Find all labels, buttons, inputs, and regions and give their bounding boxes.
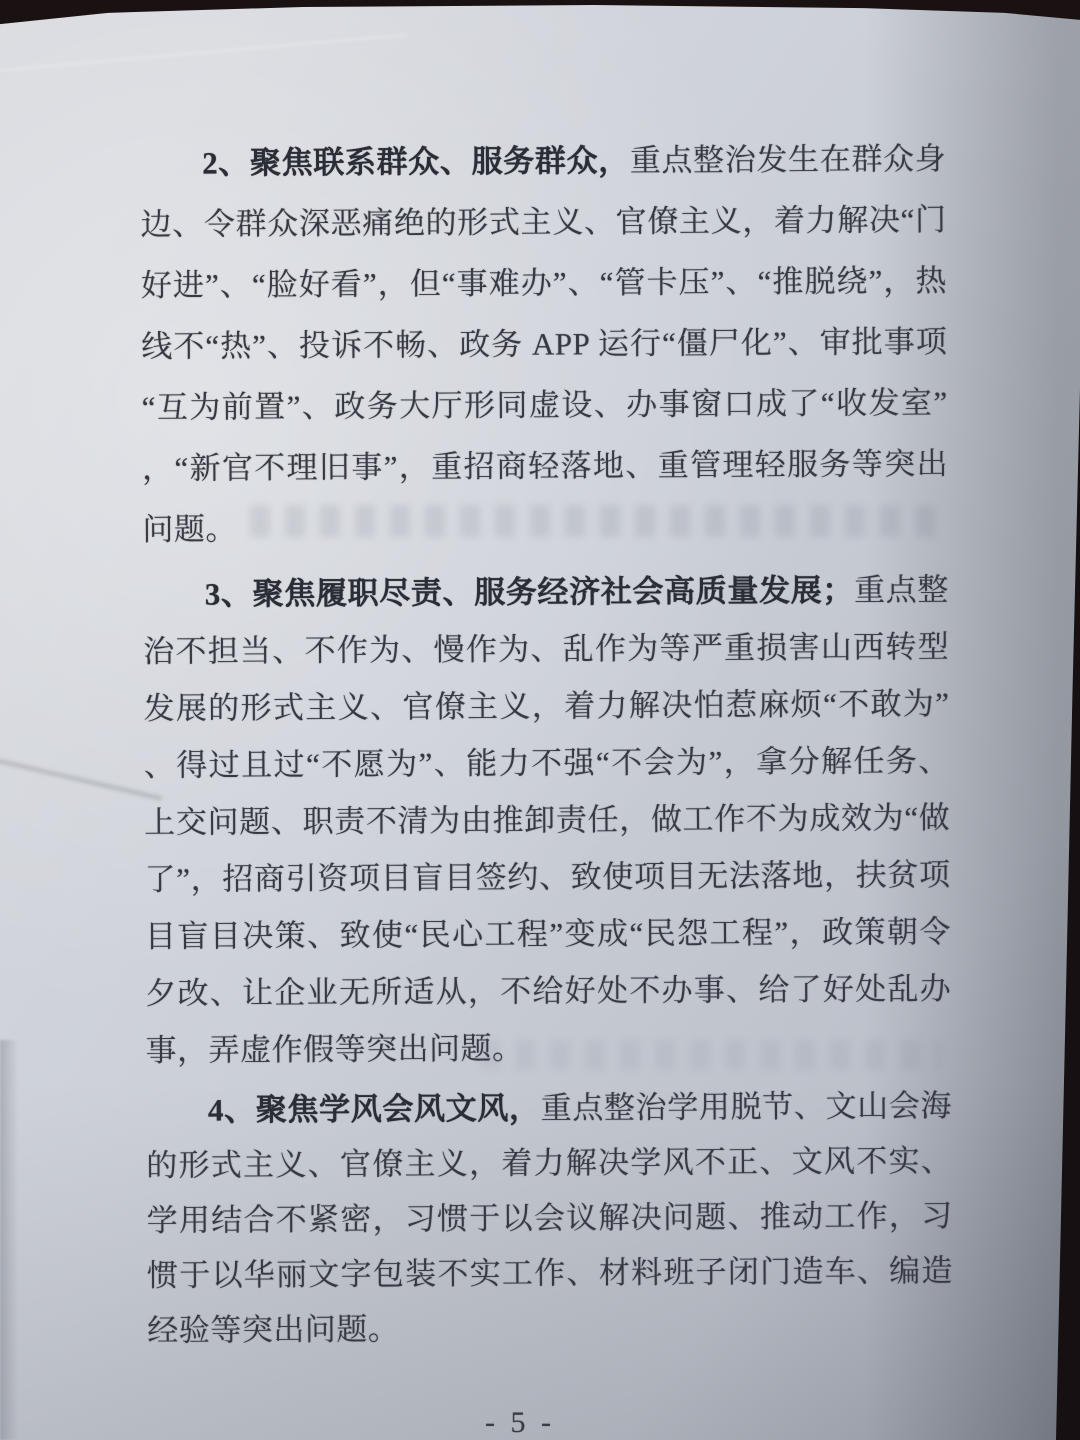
paper-crease <box>0 759 162 800</box>
paragraph-2-text: 重点整治发生在群众身边、令群众深恶痛绝的形式主义、官僚主义，着力解决“门好进”、“脸好看”，但“事难办”、“管卡压”、“推脱绕”，热线不“热”、投诉不畅、政务 APP 运行“僵尸化”、审批事项“互为前置”、政务大厅形同虚设、办事窗口成了“收发室”，“新官不理旧事”，重招商轻落地、重管理轻服务等突出问题。 <box>140 141 949 547</box>
paragraph-2-heading: 2、聚焦联系群众、服务群众， <box>202 143 630 181</box>
underlying-page-edge <box>0 1040 18 1440</box>
paragraph-2 <box>140 128 949 560</box>
paragraph-3-heading: 3、聚焦履职尽责、服务经济社会高质量发展； <box>204 572 854 612</box>
table-background-top <box>0 0 1080 28</box>
document-body <box>140 128 953 1358</box>
paragraph-4-text: 重点整治学用脱节、文山会海的形式主义、官僚主义，着力解决学风不正、文风不实、学用结合不紧密，习惯于以会议解决问题、推动工作，习惯于以华丽文字包装不实工作、材料班子闭门造车、编造经验等突出问题。 <box>146 1088 954 1348</box>
paragraph-3 <box>143 561 952 1079</box>
table-background-right <box>1050 0 1080 1440</box>
paragraph-3-text: 重点整治不担当、不作为、慢作为、乱作为等严重损害山西转型发展的形式主义、官僚主义，着力解决怕惹麻烦“不敢为”、得过且过“不愿为”、能力不强“不会为”，拿分解任务、上交问题、职责不清为由推卸责任，做工作不为成效为“做了”，招商引资项目盲目签约、致使项目无法落地，扶贫项目盲目决策、致使“民心工程”变成“民怨工程”，政策朝令夕改、让企业无所适从，不给好处不办事、给了好处乱办事，弄虚作假等突出问题。 <box>143 572 952 1068</box>
paragraph-4-heading: 4、聚焦学风会风文风， <box>207 1090 541 1128</box>
paragraph-4 <box>146 1078 954 1358</box>
page-number: - 5 - <box>485 1406 555 1439</box>
paper-crease <box>0 34 407 73</box>
